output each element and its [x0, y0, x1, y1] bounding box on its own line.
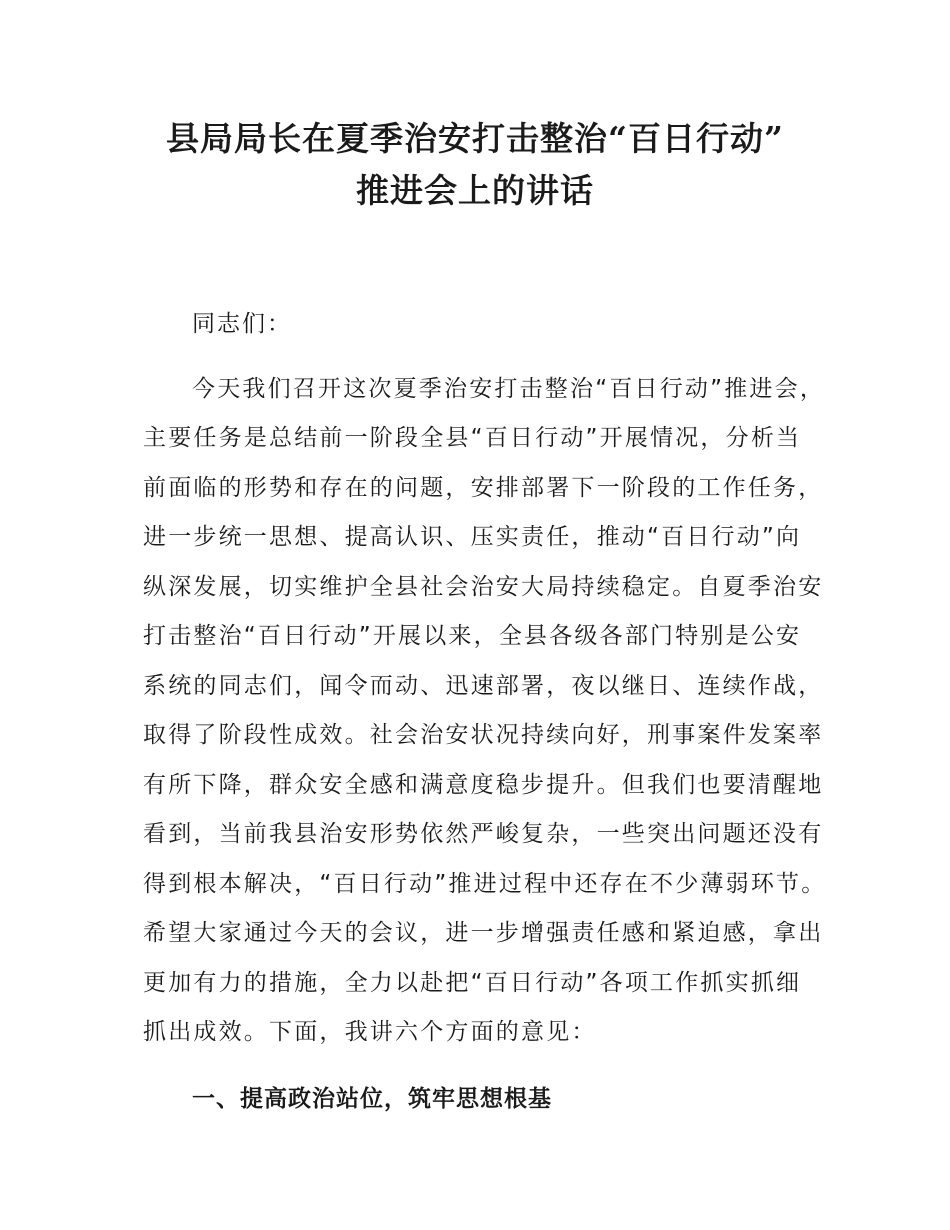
- paragraph-line: 得到根本解决，“百日行动”推进过程中还存在不少薄弱环节。: [143, 871, 827, 897]
- paragraph-line: 希望大家通过今天的会议，进一步增强责任感和紧迫感，拿出: [143, 920, 824, 946]
- paragraph-line: 有所下降，群众安全感和满意度稳步提升。但我们也要清醒地: [143, 772, 824, 798]
- paragraph-line: 打击整治“百日行动”开展以来，全县各级各部门特别是公安: [143, 623, 802, 649]
- paragraph-line: 系统的同志们，闻令而动、迅速部署，夜以继日、连续作战，: [143, 673, 824, 699]
- document-title-line-1: 县局局长在夏季治安打击整治“百日行动”: [166, 119, 784, 158]
- paragraph-line: 主要任务是总结前一阶段全县“百日行动”开展情况，分析当: [143, 425, 802, 451]
- document-title-line-2: 推进会上的讲话: [356, 171, 594, 210]
- paragraph-line: 取得了阶段性成效。社会治安状况持续向好，刑事案件发案率: [143, 722, 824, 748]
- paragraph-line: 纵深发展，切实维护全县社会治安大局持续稳定。自夏季治安: [143, 574, 824, 600]
- paragraph-line: 进一步统一思想、提高认识、压实责任，推动“百日行动”向: [143, 524, 802, 550]
- paragraph-line: 看到，当前我县治安形势依然严峻复杂，一些突出问题还没有: [143, 821, 824, 847]
- section-heading-1: 一、提高政治站位，筑牢思想根基: [192, 1086, 552, 1112]
- paragraph-line: 前面临的形势和存在的问题，安排部署下一阶段的工作任务，: [143, 475, 824, 501]
- salutation: 同志们：: [192, 311, 292, 337]
- paragraph-line: 抓出成效。下面，我讲六个方面的意见：: [143, 1019, 597, 1045]
- paragraph-line: 更加有力的措施，全力以赴把“百日行动”各项工作抓实抓细: [143, 970, 802, 996]
- paragraph-line: 今天我们召开这次夏季治安打击整治“百日行动”推进会，: [192, 376, 826, 402]
